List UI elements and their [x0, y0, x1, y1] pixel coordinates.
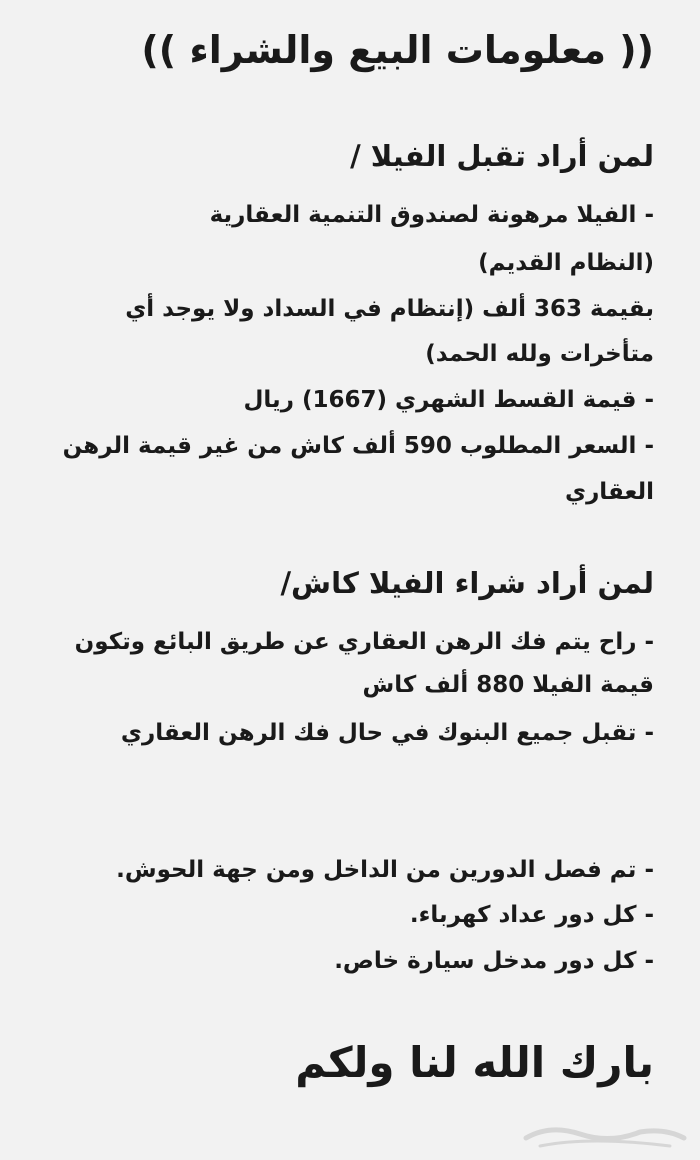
text-line: - تقبل جميع البنوك في حال فك الرهن العقاري	[120, 720, 654, 746]
text-line: - كل دور مدخل سيارة خاص.	[334, 948, 654, 974]
haraj-watermark-logo	[520, 1118, 690, 1152]
text-line: - تم فصل الدورين من الداخل ومن جهة الحوش.	[116, 857, 654, 883]
text-line: - راح يتم فك الرهن العقاري عن طريق البائع وتكون	[74, 629, 654, 655]
text-line: (النظام القديم)	[478, 250, 654, 276]
text-line: بقيمة 363 ألف (إنتظام في السداد ولا يوجد أي	[125, 296, 654, 322]
text-line: - السعر المطلوب 590 ألف كاش من غير قيمة الرهن	[62, 433, 654, 459]
text-line: - كل دور عداد كهرباء.	[409, 902, 654, 928]
text-line: - الفيلا مرهونة لصندوق التنمية العقارية	[209, 202, 654, 228]
text-line: - قيمة القسط الشهري (1667) ريال	[243, 387, 654, 413]
document-title: (( معلومات البيع والشراء ))	[141, 28, 654, 72]
text-line: العقاري	[564, 479, 654, 505]
closing-blessing: بارك الله لنا ولكم	[295, 1038, 654, 1087]
section-heading-assume-mortgage: لمن أراد تقبل الفيلا /	[350, 139, 654, 173]
section-heading-cash-purchase: لمن أراد شراء الفيلا كاش/	[280, 566, 654, 600]
text-line: متأخرات ولله الحمد)	[425, 341, 654, 367]
text-line: قيمة الفيلا 880 ألف كاش	[362, 672, 654, 698]
